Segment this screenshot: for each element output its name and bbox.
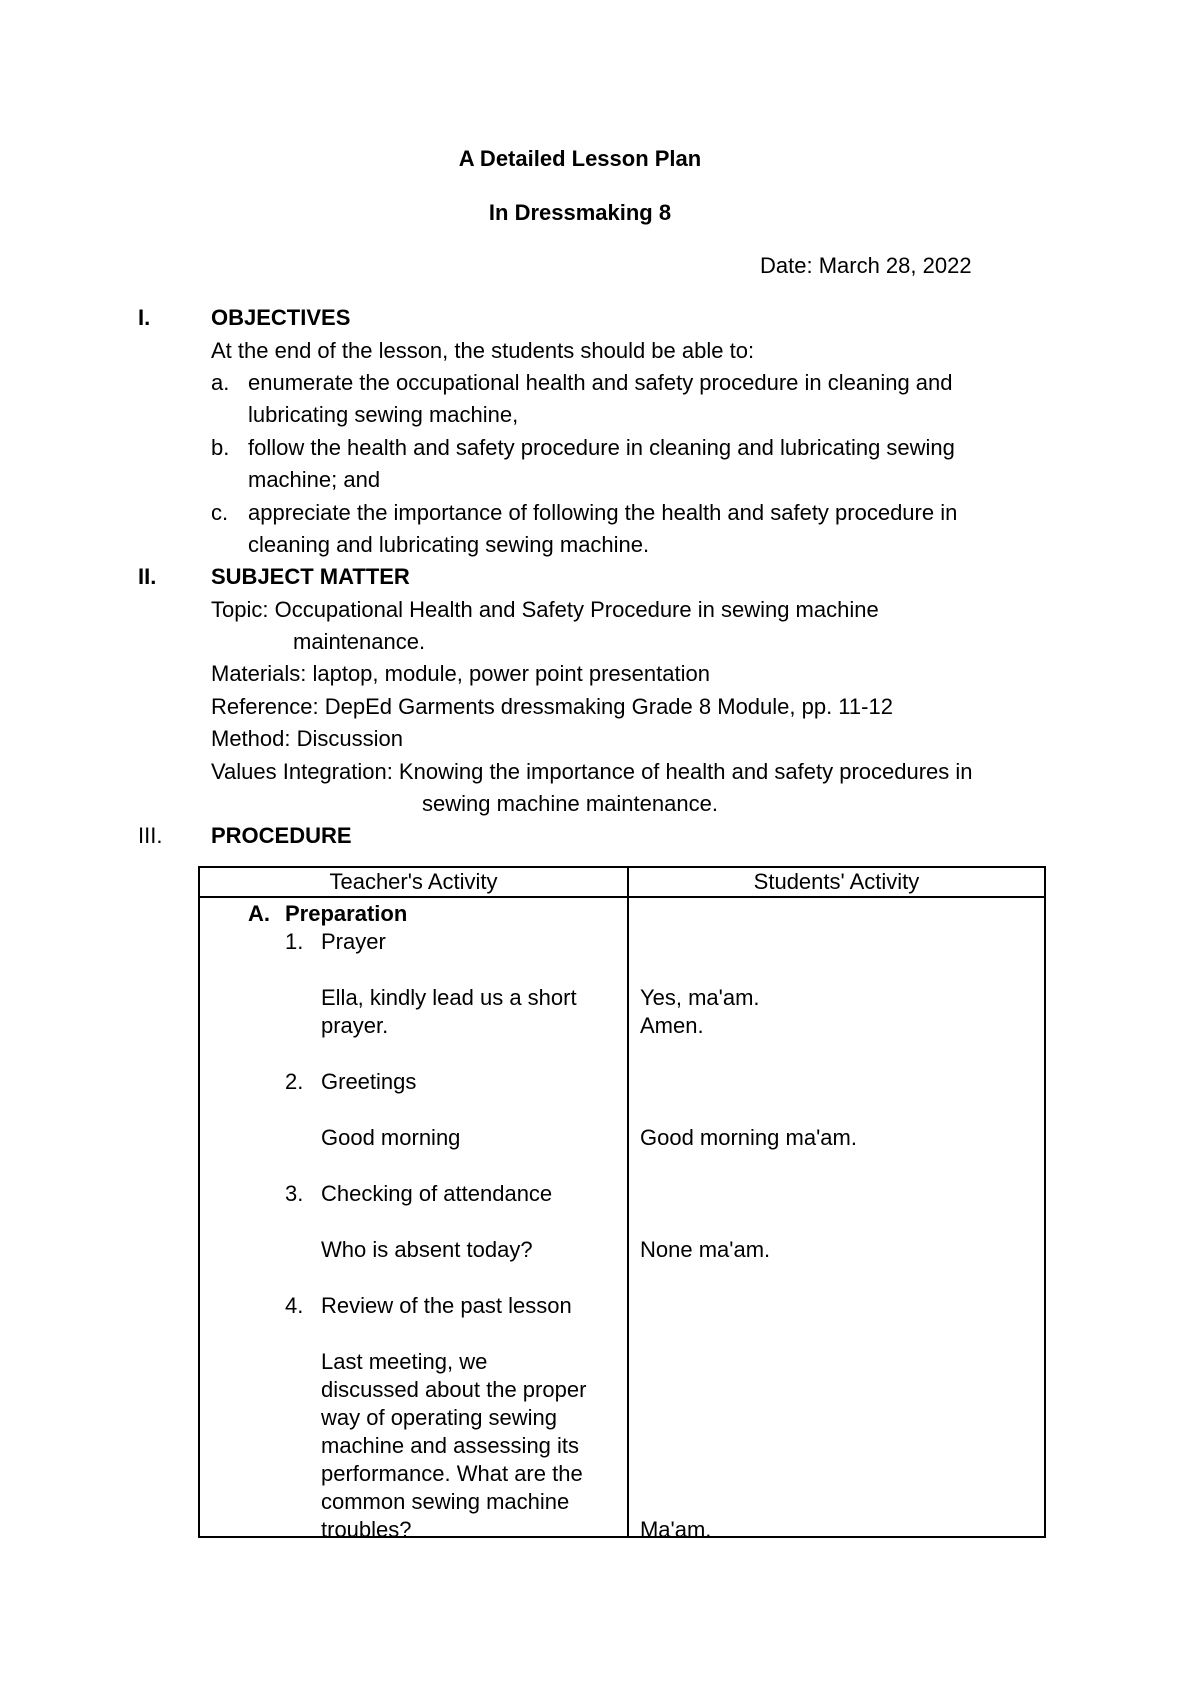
topic-line2: maintenance.: [293, 629, 426, 654]
step-1-name: Prayer: [321, 929, 386, 954]
step-1-number: 1.: [285, 929, 304, 954]
materials: Materials: laptop, module, power point presentation: [211, 661, 710, 686]
procedure-heading: PROCEDURE: [211, 823, 352, 848]
step-3-student-line1: None ma'am.: [639, 1237, 771, 1262]
step-1-student-line1: Yes, ma'am.: [639, 985, 760, 1010]
objective-a-marker: a.: [211, 370, 230, 395]
objectives-heading: OBJECTIVES: [211, 305, 351, 330]
step-2-name: Greetings: [321, 1069, 417, 1094]
step-1-teacher-line1: Ella, kindly lead us a short: [321, 985, 577, 1010]
topic-line1: Topic: Occupational Health and Safety Procedure in sewing machine: [211, 597, 879, 622]
reference: Reference: DepEd Garments dressmaking Grade 8 Module, pp. 11-12: [211, 694, 893, 719]
step-4-number: 4.: [285, 1293, 304, 1318]
step-3-teacher-line1: Who is absent today?: [321, 1237, 533, 1262]
teacher-activity-header: Teacher's Activity: [199, 867, 628, 897]
step-4-teacher-line6: common sewing machine: [321, 1489, 570, 1514]
objectives-intro: At the end of the lesson, the students should be able to:: [211, 338, 755, 363]
values-line1: Values Integration: Knowing the importance of health and safety procedures in: [211, 759, 973, 784]
step-4-teacher-line1: Last meeting, we: [321, 1349, 488, 1374]
students-activity-cell: [628, 897, 1045, 1542]
teacher-activity-cell: [199, 897, 628, 1542]
step-1-teacher-line2: prayer.: [321, 1013, 389, 1038]
method: Method: Discussion: [211, 726, 403, 751]
procedure-table: [198, 866, 1046, 1542]
step-4-teacher-line3: way of operating sewing: [321, 1405, 558, 1430]
step-4-teacher-line2: discussed about the proper: [321, 1377, 587, 1402]
document-subtitle: In Dressmaking 8: [488, 200, 672, 225]
procedure-numeral: III.: [138, 823, 163, 848]
step-2-student-line1: Good morning ma'am.: [639, 1125, 857, 1150]
lesson-date: Date: March 28, 2022: [760, 253, 972, 278]
objective-b-line1: follow the health and safety procedure in cleaning and lubricating sewing: [248, 435, 955, 460]
objective-b-line2: machine; and: [248, 467, 381, 492]
objective-c-line1: appreciate the importance of following the health and safety procedure in: [248, 500, 958, 525]
subject-matter-numeral: II.: [138, 564, 157, 589]
step-2-number: 2.: [285, 1069, 304, 1094]
step-4-teacher-line4: machine and assessing its: [321, 1433, 580, 1458]
students-activity-header: Students' Activity: [628, 867, 1045, 897]
step-4-teacher-line5: performance. What are the: [321, 1461, 583, 1486]
objective-a-line1: enumerate the occupational health and safety procedure in cleaning and: [248, 370, 953, 395]
step-2-teacher-line1: Good morning: [321, 1125, 461, 1150]
subject-matter-heading: SUBJECT MATTER: [211, 564, 410, 589]
step-4-name: Review of the past lesson: [321, 1293, 572, 1318]
step-1-student-line2: Amen.: [639, 1013, 704, 1038]
step-4-teacher-line7: troubles?: [321, 1517, 412, 1542]
section-title: Preparation: [285, 901, 408, 926]
step-3-number: 3.: [285, 1181, 304, 1206]
objective-c-marker: c.: [211, 500, 229, 525]
step-3-name: Checking of attendance: [321, 1181, 553, 1206]
objective-c-line2: cleaning and lubricating sewing machine.: [248, 532, 650, 557]
step-4-student-line1: Ma'am.: [639, 1517, 712, 1542]
objective-b-marker: b.: [211, 435, 230, 460]
section-marker: A.: [248, 901, 270, 926]
document-title: A Detailed Lesson Plan: [458, 146, 702, 171]
objectives-numeral: I.: [138, 305, 151, 330]
procedure-table-row: [199, 897, 1045, 1537]
procedure-table-header: [199, 867, 1045, 897]
values-line2: sewing machine maintenance.: [422, 791, 718, 816]
objective-a-line2: lubricating sewing machine,: [248, 402, 519, 427]
